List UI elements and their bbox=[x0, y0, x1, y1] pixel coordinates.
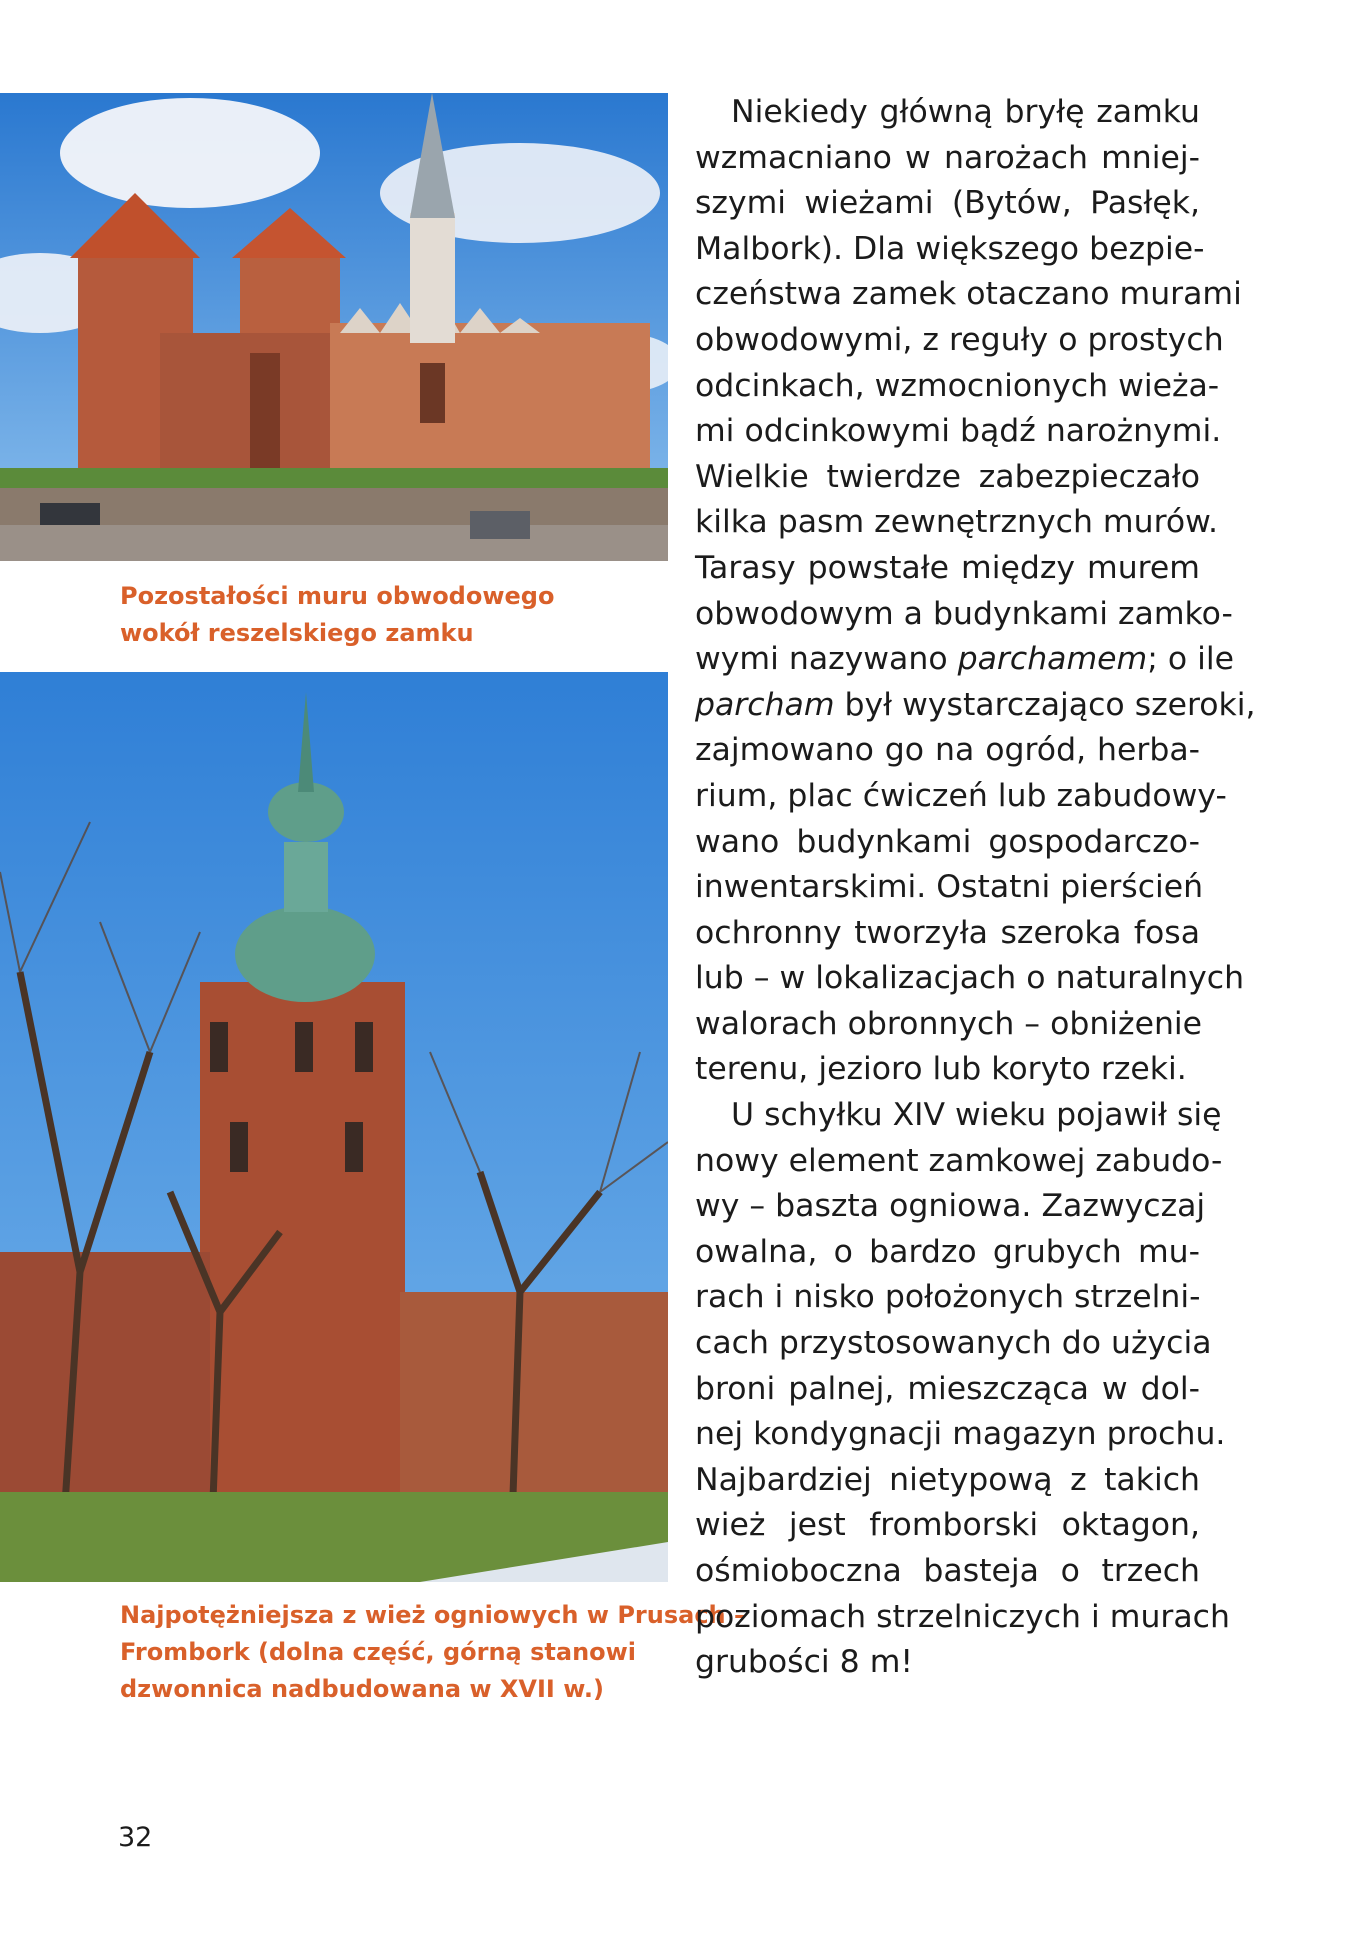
text-line: rium, plac ćwiczeń lub zabudowy- bbox=[695, 777, 1227, 814]
text-line: zajmowano go na ogród, herba- bbox=[695, 732, 1200, 769]
text-line: mi odcinkowymi bądź narożnymi. bbox=[695, 413, 1222, 450]
text-line: lub – w lokalizacjach o naturalnych bbox=[695, 960, 1245, 997]
text-segment: ; o ile bbox=[1147, 641, 1235, 678]
text-line: inwentarskimi. Ostatni pierścień bbox=[695, 869, 1204, 906]
text-line: obwodowymi, z reguły o prostych bbox=[695, 321, 1224, 358]
text-line: odcinkach, wzmocnionych wieża- bbox=[695, 367, 1220, 404]
text-line: nowy element zamkowej zabudo- bbox=[695, 1142, 1223, 1179]
text-line: poziomach strzelniczych i murach bbox=[695, 1598, 1230, 1635]
caption-line: dzwonnica nadbudowana w XVII w.) bbox=[120, 1675, 604, 1703]
text-line: Malbork). Dla większego bezpie- bbox=[695, 230, 1205, 267]
caption-line: Pozostałości muru obwodowego bbox=[120, 582, 555, 610]
text-line: broni palnej, mieszcząca w dol- bbox=[695, 1370, 1200, 1407]
text-line: wież jest fromborski oktagon, bbox=[695, 1507, 1200, 1544]
text-line bbox=[695, 683, 1256, 729]
caption-line: Frombork (dolna część, górną stanowi bbox=[120, 1638, 637, 1666]
text-line: kilka pasm zewnętrznych murów. bbox=[695, 504, 1218, 541]
body-text bbox=[695, 90, 1256, 1686]
text-line: Najbardziej nietypową z takich bbox=[695, 1461, 1200, 1498]
text-line: owalna, o bardzo grubych mu- bbox=[695, 1233, 1200, 1270]
text-line: U schyłku XIV wieku pojawił się bbox=[731, 1097, 1222, 1134]
tower-illustration bbox=[0, 672, 668, 1582]
text-line: Tarasy powstałe między murem bbox=[695, 549, 1200, 586]
text-line: grubości 8 m! bbox=[695, 1644, 914, 1681]
text-line: wzmacniano w narożach mniej- bbox=[695, 139, 1200, 176]
text-segment: wymi nazywano bbox=[695, 641, 948, 678]
text-line: ośmioboczna basteja o trzech bbox=[695, 1553, 1200, 1589]
caption-line: Najpotężniejsza z wież ogniowych w Prusach – bbox=[120, 1601, 746, 1629]
italic-term: parchamem bbox=[957, 641, 1148, 678]
text-line bbox=[695, 637, 1235, 683]
text-line: ochronny tworzyła szeroka fosa bbox=[695, 914, 1200, 951]
caption-line: wokół reszelskiego zamku bbox=[120, 619, 474, 647]
castle-illustration bbox=[0, 93, 668, 561]
text-line: czeństwa zamek otaczano murami bbox=[695, 276, 1242, 313]
tower-photo bbox=[0, 672, 668, 1582]
text-line: Wielkie twierdze zabezpieczało bbox=[695, 458, 1200, 495]
text-line: szymi wieżami (Bytów, Pasłęk, bbox=[695, 185, 1200, 222]
text-line: nej kondygnacji magazyn prochu. bbox=[695, 1416, 1226, 1453]
text-line: rach i nisko położonych strzelni- bbox=[695, 1279, 1201, 1316]
text-line: Niekiedy główną bryłę zamku bbox=[731, 94, 1200, 130]
italic-term: parcham bbox=[695, 686, 835, 723]
text-line: cach przystosowanych do użycia bbox=[695, 1325, 1212, 1362]
text-line: wy – baszta ogniowa. Zazwyczaj bbox=[695, 1188, 1206, 1225]
text-line: wano budynkami gospodarczo- bbox=[695, 823, 1200, 860]
page-number: 32 bbox=[118, 1822, 153, 1853]
photo-caption bbox=[120, 1597, 746, 1708]
text-segment: był wystarczająco szeroki, bbox=[834, 686, 1256, 723]
castle-photo bbox=[0, 93, 668, 561]
text-line: obwodowym a budynkami zamko- bbox=[695, 595, 1233, 632]
text-line: terenu, jezioro lub koryto rzeki. bbox=[695, 1051, 1187, 1088]
text-line: walorach obronnych – obniżenie bbox=[695, 1005, 1203, 1042]
photo-caption bbox=[120, 578, 680, 652]
